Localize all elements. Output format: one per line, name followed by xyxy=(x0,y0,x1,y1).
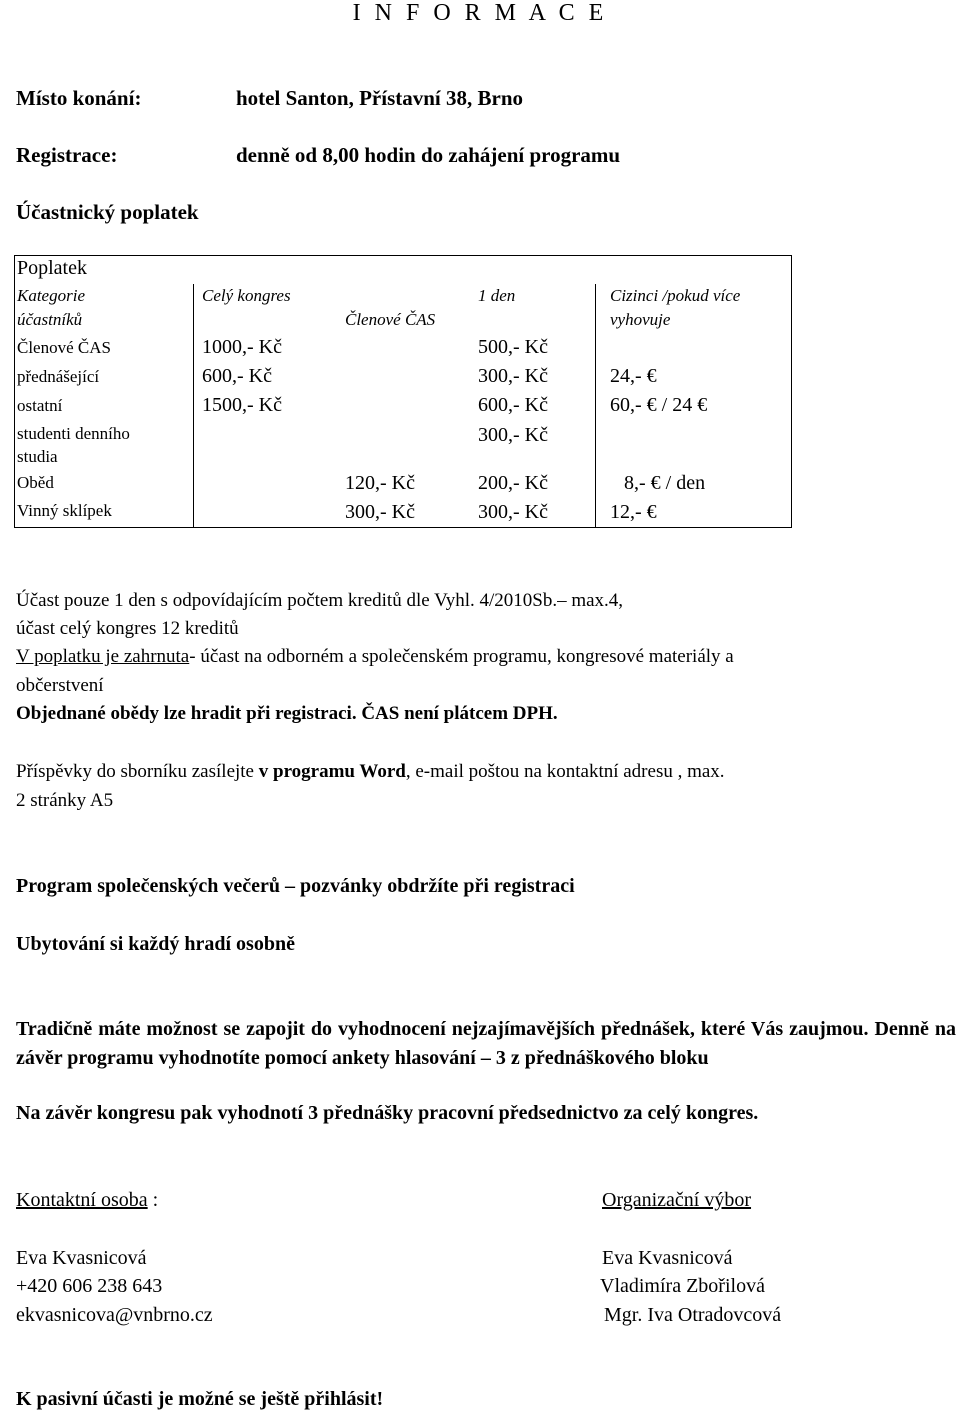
table-divider xyxy=(193,284,194,527)
row-whole-price: 600,- Kč xyxy=(202,365,272,387)
contact-name: Eva Kvasnicová xyxy=(16,1247,147,1269)
row-category: Vinný sklípek xyxy=(17,501,112,520)
included-note-2: občerstvení xyxy=(16,675,104,696)
registration-value: denně od 8,00 hodin do zahájení programu xyxy=(236,143,621,167)
row-foreign-price: 24,- € xyxy=(610,365,657,387)
fee-table-caption: Poplatek xyxy=(17,257,87,279)
papers-note xyxy=(16,761,725,783)
committee-member: Eva Kvasnicová xyxy=(602,1247,733,1269)
contact-label: Kontaktní osoba xyxy=(16,1189,148,1211)
committee-member: Mgr. Iva Otradovcová xyxy=(604,1304,782,1326)
footer-note: K pasivní účasti je možné se ještě přihlásit! xyxy=(16,1388,384,1410)
venue-value: hotel Santon, Přístavní 38, Brno xyxy=(236,86,524,110)
papers-part-a: Příspěvky do sborníku zasílejte xyxy=(16,761,259,782)
fee-table xyxy=(14,255,792,528)
row-category: Členové ČAS xyxy=(17,338,111,357)
papers-part-c: , e-mail poštou na kontaktní adresu , max. xyxy=(405,761,725,782)
row-whole-price: 1000,- Kč xyxy=(202,336,282,358)
row-members-price: 120,- Kč xyxy=(345,472,415,494)
included-rest: - účast na odborném a společenském programu, kongresové materiály a xyxy=(189,646,734,667)
row-category: Oběd xyxy=(17,473,54,492)
contact-colon: : xyxy=(147,1189,159,1211)
row-foreign-price: 60,- € / 24 € xyxy=(610,394,708,416)
included-note xyxy=(16,646,734,668)
header-category: Kategorie xyxy=(17,286,85,305)
evaluation-paragraph-2: Na závěr kongresu pak vyhodnotí 3 přednášky pracovní předsednictvo za celý kongres. xyxy=(16,1102,759,1124)
row-day-price: 200,- Kč xyxy=(478,472,548,494)
program-note: Program společenských večerů – pozvánky obdržíte při registraci xyxy=(16,875,575,897)
committee-member: Vladimíra Zbořilová xyxy=(600,1275,765,1297)
header-foreigners: Cizinci /pokud více xyxy=(610,286,741,305)
header-members: Členové ČAS xyxy=(345,310,436,329)
page-title: I N F O R M A C E xyxy=(352,0,608,26)
row-whole-price: 1500,- Kč xyxy=(202,394,282,416)
row-day-price: 300,- Kč xyxy=(478,424,548,446)
papers-part-b: v programu Word xyxy=(258,761,406,782)
row-day-price: 300,- Kč xyxy=(478,365,548,387)
contact-email[interactable]: ekvasnicova@vnbrno.cz xyxy=(16,1304,213,1326)
row-day-price: 500,- Kč xyxy=(478,336,548,358)
table-divider xyxy=(595,284,596,527)
row-members-price: 300,- Kč xyxy=(345,501,415,523)
included-underlined: V poplatku je zahrnuta xyxy=(16,646,190,667)
row-foreign-price: 12,- € xyxy=(610,501,657,523)
header-foreigners-2: vyhovuje xyxy=(610,310,671,329)
contact-phone: +420 606 238 643 xyxy=(16,1275,163,1297)
venue-label: Místo konání: xyxy=(16,86,142,110)
header-one-day: 1 den xyxy=(478,286,516,305)
credits-note-2: účast celý kongres 12 kreditů xyxy=(16,618,239,639)
row-day-price: 300,- Kč xyxy=(478,501,548,523)
row-category-2: studia xyxy=(17,447,58,466)
contact-heading xyxy=(16,1189,158,1212)
evaluation-paragraph: Tradičně máte možnost se zapojit do vyhodnocení nejzajímavějších přednášek, které Vás zaujmou. Denně na závěr programu vyhodnotíte pomocí ankety hlasování – 3 z přednáškového bloku xyxy=(16,1018,956,1069)
registration-label: Registrace: xyxy=(16,143,118,167)
row-category: přednášející xyxy=(17,367,100,386)
header-whole-congress: Celý kongres xyxy=(202,286,291,305)
credits-note: Účast pouze 1 den s odpovídajícím počtem kreditů dle Vyhl. 4/2010Sb.– max.4, xyxy=(16,590,624,611)
committee-heading: Organizační výbor xyxy=(602,1189,752,1211)
fee-heading: Účastnický poplatek xyxy=(16,200,199,224)
accommodation-note: Ubytování si každý hradí osobně xyxy=(16,933,295,955)
row-category: studenti denního xyxy=(17,424,130,443)
row-day-price: 600,- Kč xyxy=(478,394,548,416)
row-foreign-price: 8,- € / den xyxy=(624,472,706,494)
lunch-note: Objednané obědy lze hradit při registraci. ČAS není plátcem DPH. xyxy=(16,703,558,724)
header-category-2: účastníků xyxy=(17,310,83,329)
row-category: ostatní xyxy=(17,396,63,415)
papers-note-2: 2 stránky A5 xyxy=(16,790,114,811)
